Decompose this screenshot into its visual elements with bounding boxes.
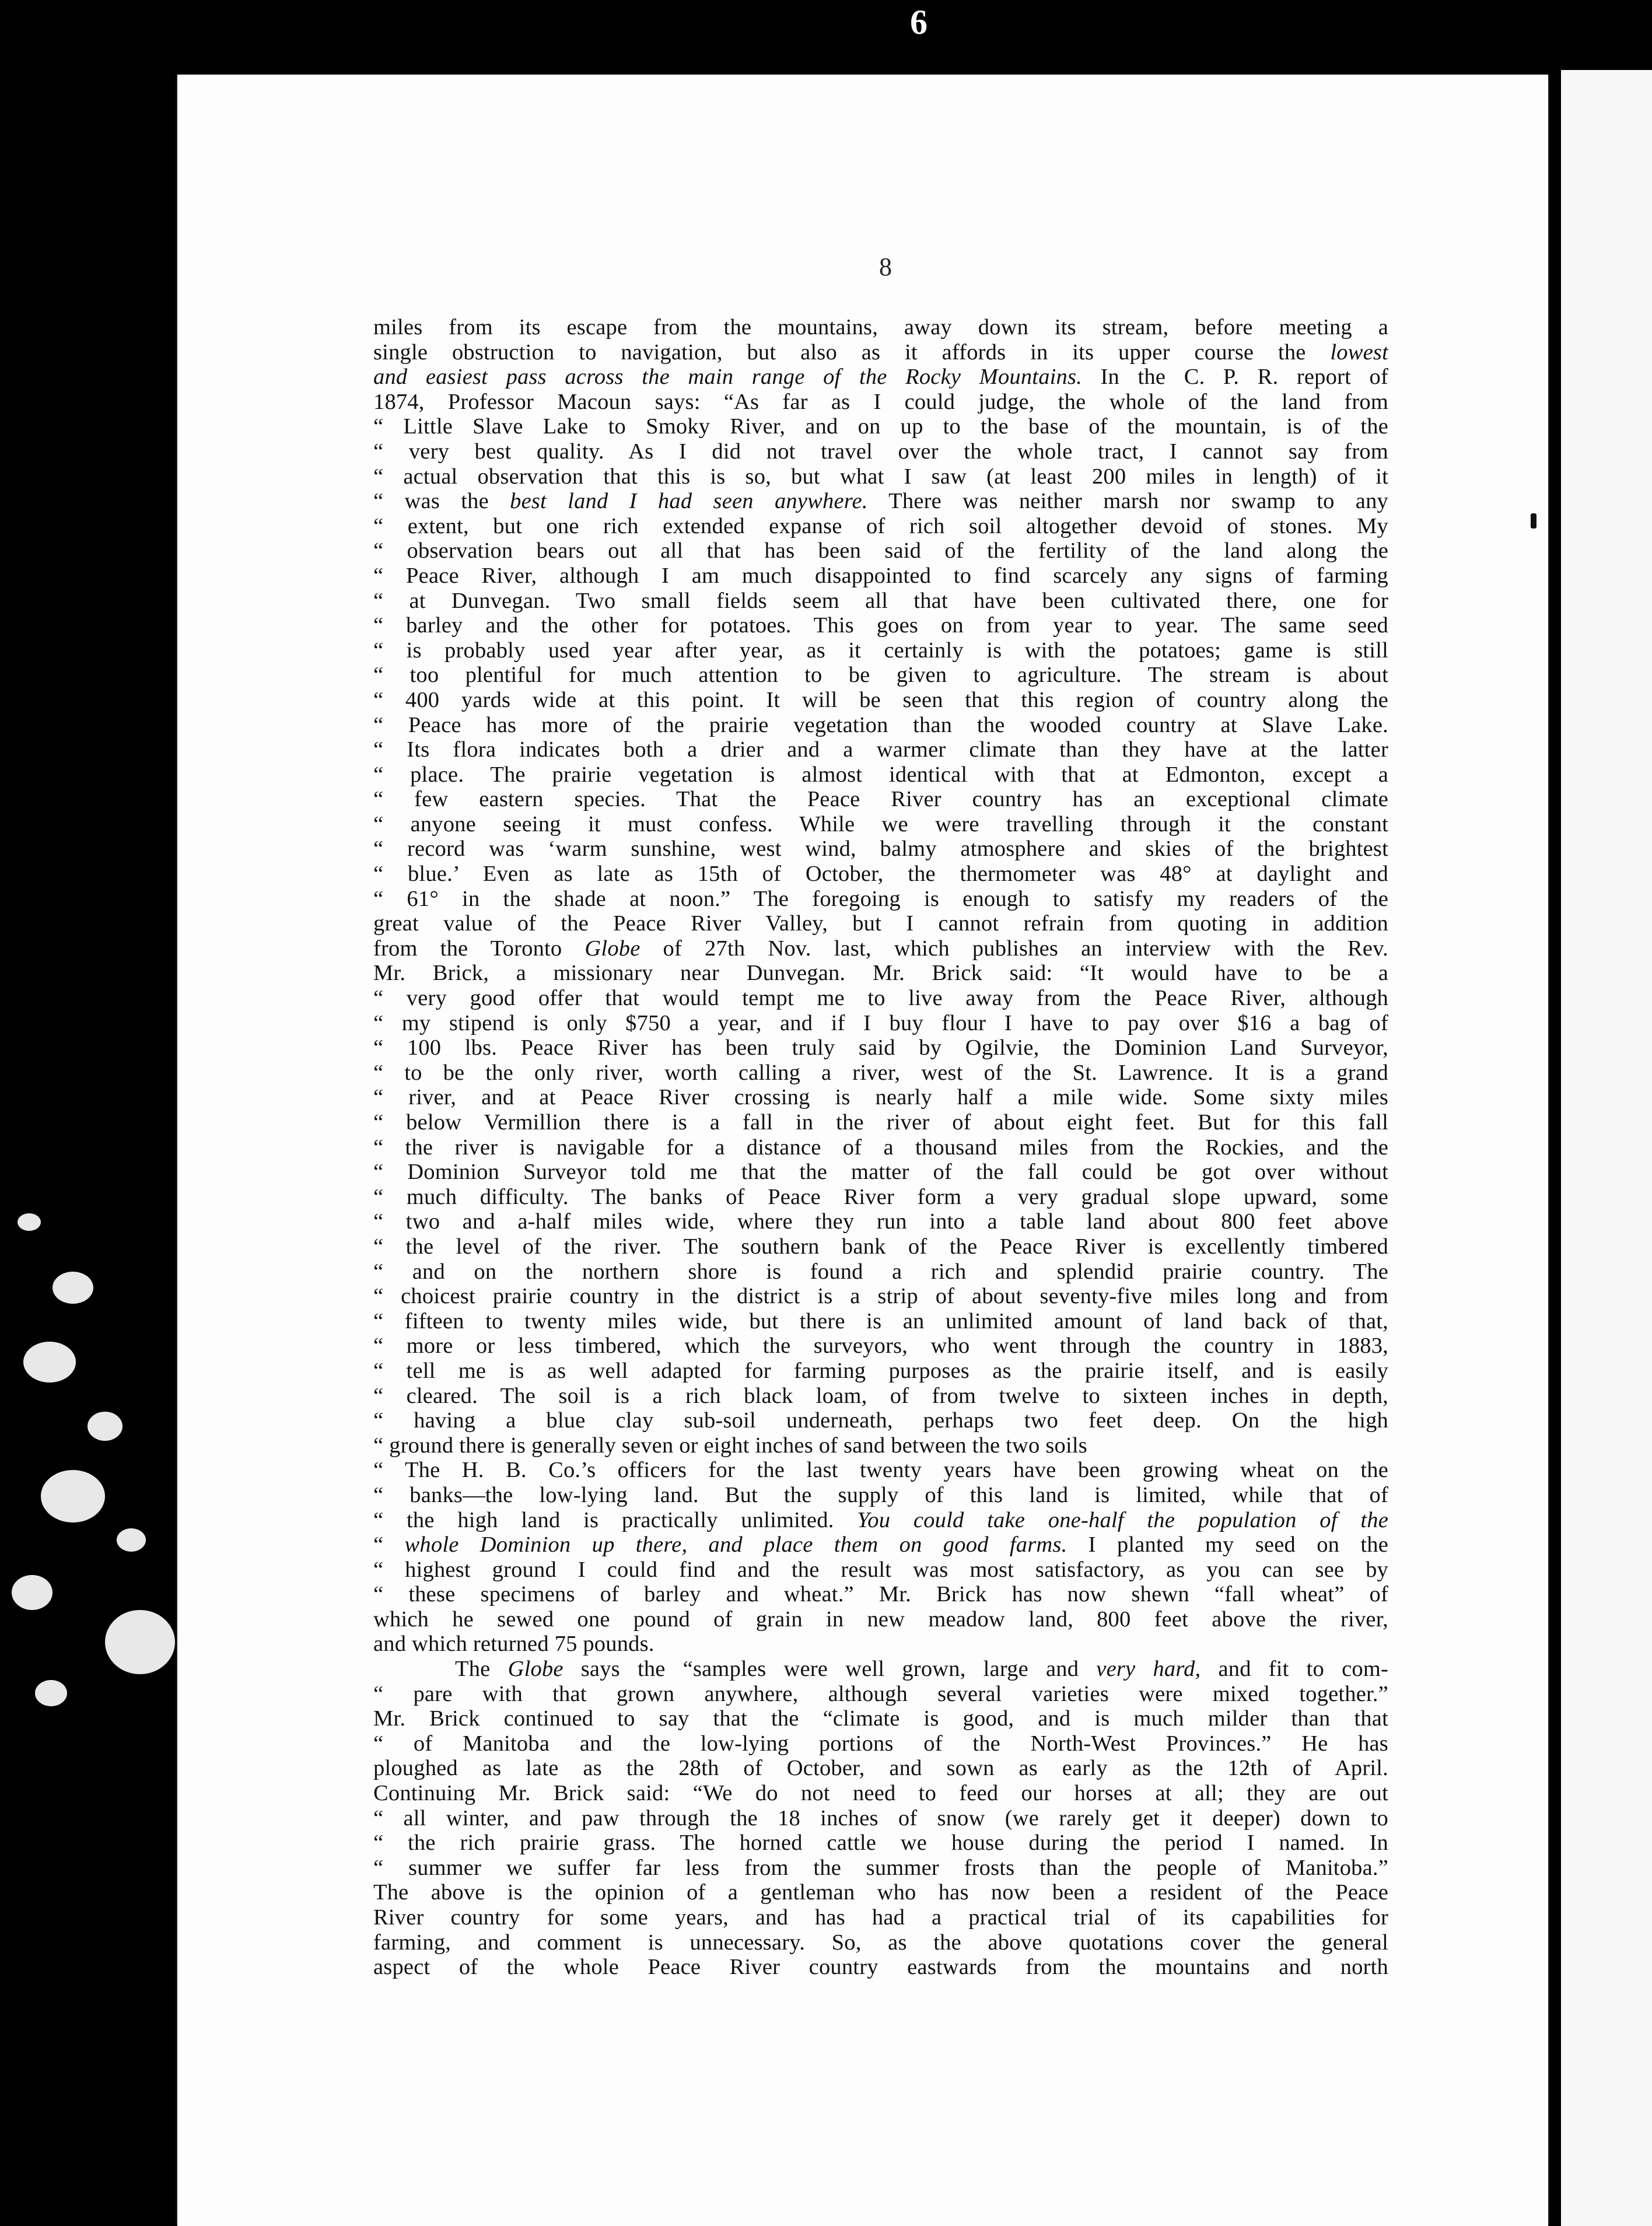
text-run: “ the level of the river. The southern bank of the Peace River is excellently timbered: [373, 1234, 1388, 1259]
text-line: [373, 1632, 1388, 1657]
scan-speckle: [52, 1272, 93, 1304]
text-run: of 27th Nov. last, which publishes an interview with the Rev.: [640, 936, 1388, 961]
text-line: [373, 1458, 1388, 1483]
text-line: [373, 1433, 1388, 1458]
text-line: [373, 1831, 1388, 1856]
text-line: [373, 514, 1388, 539]
text-line: [373, 862, 1388, 887]
margin-mark: [1531, 513, 1536, 528]
text-run: and which returned 75 pounds.: [373, 1632, 654, 1657]
text-line: [373, 961, 1388, 986]
page-number: 8: [879, 253, 892, 281]
scan-speckle: [105, 1610, 175, 1674]
italic-text: whole Dominion up there, and place them on good farms.: [404, 1532, 1068, 1558]
text-run: “ anyone seeing it must confess. While we were travelling through it the constant: [373, 811, 1388, 836]
text-run: “ at Dunvegan. Two small fields seem all that have been cultivated there, one for: [373, 588, 1388, 613]
text-line: [373, 564, 1388, 589]
text-line: [373, 1334, 1388, 1359]
text-line: [373, 439, 1388, 464]
text-line: [373, 414, 1388, 439]
text-run: , and fit to com-: [1195, 1657, 1388, 1682]
text-run: “ Dominion Surveyor told me that the matter of the fall could be got over without: [373, 1160, 1388, 1185]
scan-speckle: [88, 1412, 123, 1441]
text-line: [373, 1706, 1388, 1731]
text-run: River country for some years, and has had a practical trial of its capabilities for: [373, 1905, 1388, 1930]
text-line: [373, 1234, 1388, 1259]
text-run: “ place. The prairie vegetation is almost identical with that at Edmonton, except a: [373, 762, 1388, 787]
text-run: “ river, and at Peace River crossing is nearly half a mile wide. Some sixty miles: [373, 1085, 1388, 1110]
text-run: “ extent, but one rich extended expanse of rich soil altogether devoid of stones. My: [373, 513, 1388, 538]
text-run: “ ground there is generally seven or eight inches of sand between the two soils: [373, 1433, 1087, 1458]
text-line: [373, 1582, 1388, 1607]
text-line: [373, 489, 1388, 514]
text-run: “ the rich prairie grass. The horned cattle we house during the period I named. In: [373, 1831, 1388, 1856]
text-line: [373, 762, 1388, 788]
text-run: “ my stipend is only $750 a year, and if I buy flour I have to pay over $16 a bag of: [373, 1010, 1388, 1035]
text-run: “ pare with that grown anywhere, although several varieties were mixed together.”: [373, 1681, 1388, 1706]
text-run: “ barley and the other for potatoes. This goes on from year to year. The same seed: [373, 613, 1388, 638]
text-line: [373, 1731, 1388, 1756]
text-run: “ 61° in the shade at noon.” The foregoing is enough to satisfy my readers of the: [373, 886, 1388, 911]
text-line: [373, 315, 1388, 340]
text-line: [373, 836, 1388, 862]
text-line: [373, 1781, 1388, 1806]
text-run: Mr. Brick, a missionary near Dunvegan. Mr. Brick said: “It would have to be a: [373, 961, 1388, 986]
text-run: “ of Manitoba and the low-lying portions of the North-West Provinces.” He has: [373, 1731, 1388, 1756]
italic-text: and easiest pass across the main range of the Rocky Mountains.: [373, 365, 1082, 390]
text-line: [373, 1558, 1388, 1583]
text-line: [373, 638, 1388, 663]
text-line: [373, 1085, 1388, 1110]
text-run: “ two and a-half miles wide, where they run into a table land about 800 feet above: [373, 1209, 1388, 1234]
page-corner-mark: 6: [910, 3, 928, 41]
text-line: [373, 613, 1388, 638]
text-line: [373, 911, 1388, 936]
text-run: “ Little Slave Lake to Smoky River, and on up to the base of the mountain, is of the: [373, 414, 1388, 439]
text-line: [373, 1408, 1388, 1433]
text-run: “ is probably used year after year, as it certainly is with the potatoes; game is still: [373, 638, 1388, 663]
text-run: “ The H. B. Co.’s officers for the last twenty years have been growing wheat on the: [373, 1458, 1388, 1483]
text-run: The above is the opinion of a gentleman who has now been a resident of the Peace: [373, 1880, 1388, 1905]
scan-speckle: [12, 1575, 52, 1610]
text-run: “ cleared. The soil is a rich black loam, of from twelve to sixteen inches in depth,: [373, 1383, 1388, 1408]
scan-speckle: [35, 1680, 67, 1706]
text-run: “ choicest prairie country in the district is a strip of about seventy-five miles long and from: [373, 1284, 1388, 1309]
text-line: [373, 1483, 1388, 1508]
text-line: [373, 464, 1388, 489]
italic-text: best land I had seen anywhere.: [510, 489, 868, 514]
text-line: [373, 688, 1388, 713]
text-run: which he sewed one pound of grain in new meadow land, 800 feet above the river,: [373, 1606, 1388, 1632]
text-run: “ was the: [373, 489, 510, 514]
text-line: [373, 1905, 1388, 1930]
text-line: [373, 1185, 1388, 1210]
text-run: “ very best quality. As I did not travel over the whole tract, I cannot say from: [373, 439, 1388, 464]
text-run: “ Its flora indicates both a drier and a warmer climate than they have at the latter: [373, 737, 1388, 762]
text-line: [373, 986, 1388, 1011]
text-run: “ the river is navigable for a distance of a thousand miles from the Rockies, and the: [373, 1135, 1388, 1160]
text-line: [373, 887, 1388, 912]
text-run: “ record was ‘warm sunshine, west wind, balmy atmosphere and skies of the brightest: [373, 836, 1388, 862]
text-line: [373, 663, 1388, 688]
text-run: “ much difficulty. The banks of Peace River form a very gradual slope upward, some: [373, 1184, 1388, 1209]
text-line: [373, 1209, 1388, 1234]
text-run: “ blue.’ Even as late as 15th of October, the thermometer was 48° at daylight and: [373, 862, 1388, 887]
text-line: [373, 1532, 1388, 1558]
text-line: [373, 1384, 1388, 1409]
text-run: “ all winter, and paw through the 18 inches of snow (we rarely get it deeper) down to: [373, 1805, 1388, 1831]
text-line: [373, 1930, 1388, 1955]
text-run: The: [455, 1657, 508, 1682]
scan-speckle: [18, 1213, 41, 1231]
text-line: [373, 1856, 1388, 1881]
text-run: “ 400 yards wide at this point. It will be seen that this region of country along the: [373, 687, 1388, 712]
text-run: “ Peace River, although I am much disappointed to find scarcely any signs of farming: [373, 563, 1388, 588]
text-line: [373, 1309, 1388, 1334]
text-run: I planted my seed on the: [1067, 1532, 1388, 1558]
text-run: “ and on the northern shore is found a rich and splendid prairie country. The: [373, 1259, 1388, 1284]
text-line: [373, 936, 1388, 961]
text-line: [373, 787, 1388, 812]
text-run: “: [373, 1532, 405, 1558]
text-line: [373, 737, 1388, 762]
text-run: aspect of the whole Peace River country eastwards from the mountains and north: [373, 1955, 1388, 1980]
italic-text: Globe: [584, 936, 640, 961]
text-run: “ few eastern species. That the Peace River country has an exceptional climate: [373, 787, 1388, 812]
text-run: “ observation bears out all that has been said of the fertility of the land along the: [373, 538, 1388, 564]
italic-text: lowest: [1330, 340, 1388, 365]
text-run: “ too plentiful for much attention to be given to agriculture. The stream is about: [373, 663, 1388, 688]
text-run: “ more or less timbered, which the surveyors, who went through the country in 1883,: [373, 1334, 1388, 1359]
text-run: says the “samples were well grown, large and: [563, 1657, 1097, 1682]
text-line: [373, 1035, 1388, 1060]
text-run: “ very good offer that would tempt me to live away from the Peace River, although: [373, 986, 1388, 1011]
text-line: [373, 340, 1388, 365]
text-run: great value of the Peace River Valley, but I cannot refrain from quoting in addition: [373, 911, 1388, 936]
italic-text: Globe: [508, 1657, 564, 1682]
text-run: “ fifteen to twenty miles wide, but there is an unlimited amount of land back of that,: [373, 1308, 1388, 1334]
text-run: “ highest ground I could find and the result was most satisfactory, as you can see by: [373, 1557, 1388, 1582]
text-line: [373, 1756, 1388, 1781]
text-line: [373, 1259, 1388, 1284]
text-run: ploughed as late as the 28th of October, and sown as early as the 12th of April.: [373, 1756, 1388, 1781]
text-line: [373, 1955, 1388, 1980]
text-run: There was neither marsh nor swamp to any: [867, 489, 1388, 514]
scan-speckle: [23, 1342, 76, 1382]
scan-speckle: [117, 1528, 146, 1552]
text-line: [373, 1060, 1388, 1086]
text-line: [373, 1806, 1388, 1831]
text-line: [373, 1508, 1388, 1533]
text-run: In the C. P. R. report of: [1082, 365, 1388, 390]
text-run: “ Peace has more of the prairie vegetation than the wooded country at Slave Lake.: [373, 712, 1388, 737]
text-line: [373, 1682, 1388, 1707]
text-run: “ tell me is as well adapted for farming purposes as the prairie itself, and is easily: [373, 1358, 1388, 1383]
text-run: “ below Vermillion there is a fall in the river of about eight feet. But for this fall: [373, 1110, 1388, 1135]
text-run: “ banks—the low-lying land. But the supply of this land is limited, while that of: [373, 1482, 1388, 1507]
text-run: “ these specimens of barley and wheat.” Mr. Brick has now shewn “fall wheat” of: [373, 1582, 1388, 1607]
text-line: [373, 713, 1388, 738]
italic-text: very hard: [1096, 1657, 1195, 1682]
text-line: [373, 538, 1388, 564]
text-line: [373, 1135, 1388, 1160]
text-run: “ 100 lbs. Peace River has been truly said by Ogilvie, the Dominion Land Surveyor,: [373, 1035, 1388, 1060]
text-run: 1874, Professor Macoun says: “As far as I could judge, the whole of the land from: [373, 389, 1388, 414]
text-line: [373, 1110, 1388, 1135]
text-run: “ actual observation that this is so, but what I saw (at least 200 miles in length) of it: [373, 464, 1388, 489]
text-line: [373, 1011, 1388, 1036]
text-line: [373, 365, 1388, 390]
scan-speckle: [41, 1470, 105, 1522]
text-line: [373, 812, 1388, 837]
text-run: farming, and comment is unnecessary. So, as the above quotations cover the general: [373, 1930, 1388, 1955]
text-line: [373, 1880, 1388, 1905]
text-run: single obstruction to navigation, but also as it affords in its upper course the: [373, 340, 1331, 365]
text-run: “ the high land is practically unlimited.: [373, 1507, 858, 1532]
text-run: miles from its escape from the mountains, away down its stream, before meeting a: [373, 315, 1388, 340]
body-text: [373, 315, 1388, 1980]
adjacent-page-edge: [1561, 70, 1652, 2226]
text-run: from the Toronto: [373, 936, 585, 961]
italic-text: You could take one-half the population of the: [857, 1507, 1388, 1532]
text-line: [373, 1160, 1388, 1185]
text-run: “ to be the only river, worth calling a river, west of the St. Lawrence. It is a grand: [373, 1060, 1388, 1085]
text-line: [373, 1607, 1388, 1632]
text-line: [373, 1657, 1388, 1682]
text-run: “ having a blue clay sub-soil underneath, perhaps two feet deep. On the high: [373, 1408, 1388, 1433]
text-run: Mr. Brick continued to say that the “climate is good, and is much milder than that: [373, 1706, 1388, 1731]
text-line: [373, 589, 1388, 614]
text-line: [373, 390, 1388, 415]
text-run: Continuing Mr. Brick said: “We do not need to feed our horses at all; they are out: [373, 1781, 1388, 1806]
text-line: [373, 1359, 1388, 1384]
text-run: “ summer we suffer far less from the summer frosts than the people of Manitoba.”: [373, 1855, 1388, 1880]
text-line: [373, 1284, 1388, 1309]
